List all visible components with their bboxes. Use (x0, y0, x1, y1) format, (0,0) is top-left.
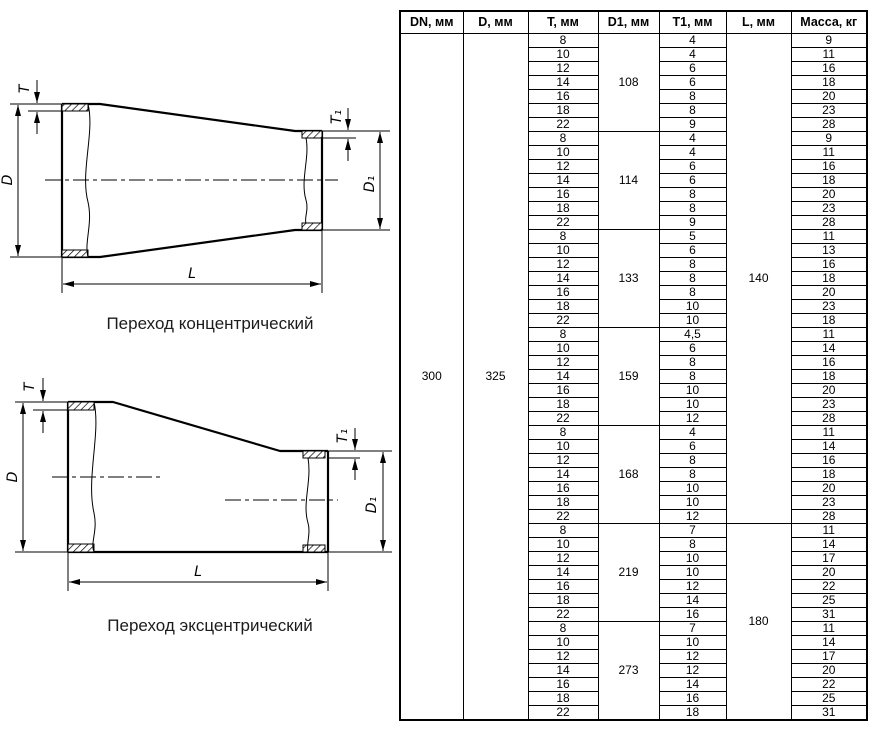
cell-mass: 16 (791, 61, 867, 75)
cell-mass: 11 (791, 47, 867, 61)
break-line (306, 458, 309, 552)
cell-t: 16 (528, 579, 598, 593)
cell-t: 10 (528, 243, 598, 257)
cell-l: 180 (726, 523, 791, 720)
cell-d1: 273 (598, 621, 659, 720)
cell-d1: 219 (598, 523, 659, 621)
cell-mass: 14 (791, 439, 867, 453)
cell-t1: 9 (659, 215, 726, 229)
wall-hatch (303, 545, 325, 552)
wall-hatch (62, 250, 88, 257)
cell-t: 22 (528, 215, 598, 229)
cell-mass: 31 (791, 705, 867, 720)
cell-t: 14 (528, 565, 598, 579)
cell-t: 16 (528, 481, 598, 495)
cell-t1: 6 (659, 243, 726, 257)
cell-t1: 14 (659, 593, 726, 607)
cell-t1: 18 (659, 705, 726, 720)
cell-t1: 8 (659, 103, 726, 117)
column-header: D, мм (463, 11, 528, 33)
cell-mass: 17 (791, 551, 867, 565)
cell-t: 8 (528, 425, 598, 439)
cell-mass: 11 (791, 145, 867, 159)
cell-t1: 6 (659, 61, 726, 75)
cell-t1: 4 (659, 145, 726, 159)
column-header: T1, мм (659, 11, 726, 33)
cell-t1: 10 (659, 383, 726, 397)
cell-t1: 6 (659, 341, 726, 355)
dim-label-l: L (194, 564, 202, 580)
cell-t: 16 (528, 677, 598, 691)
cell-t: 8 (528, 327, 598, 341)
cell-t1: 4 (659, 33, 726, 47)
cell-t: 14 (528, 369, 598, 383)
cell-t: 8 (528, 523, 598, 537)
dim-label-d: D (5, 471, 21, 483)
cell-t: 18 (528, 299, 598, 313)
wall-hatch (62, 104, 88, 111)
cell-d1: 108 (598, 33, 659, 131)
cell-t1: 4,5 (659, 327, 726, 341)
cell-mass: 28 (791, 215, 867, 229)
cell-t: 14 (528, 663, 598, 677)
cell-mass: 18 (791, 369, 867, 383)
cell-t: 22 (528, 705, 598, 720)
cell-mass: 14 (791, 537, 867, 551)
cell-t: 8 (528, 33, 598, 47)
cell-t1: 4 (659, 425, 726, 439)
cell-t1: 7 (659, 621, 726, 635)
wall-hatch (302, 131, 322, 138)
cell-t1: 8 (659, 89, 726, 103)
cell-t1: 8 (659, 271, 726, 285)
cell-t: 8 (528, 131, 598, 145)
cell-mass: 28 (791, 117, 867, 131)
cell-mass: 23 (791, 299, 867, 313)
cell-mass: 23 (791, 397, 867, 411)
cell-d1: 159 (598, 327, 659, 425)
cell-t: 18 (528, 691, 598, 705)
column-header: T, мм (528, 11, 598, 33)
cell-t1: 10 (659, 397, 726, 411)
cell-mass: 16 (791, 159, 867, 173)
cell-t: 16 (528, 89, 598, 103)
cell-mass: 20 (791, 285, 867, 299)
cell-t: 22 (528, 117, 598, 131)
concentric-reducer-drawing (0, 62, 395, 304)
cell-t1: 8 (659, 453, 726, 467)
cell-t: 12 (528, 551, 598, 565)
cell-t1: 6 (659, 75, 726, 89)
cell-mass: 28 (791, 509, 867, 523)
cell-t: 14 (528, 271, 598, 285)
cell-mass: 18 (791, 75, 867, 89)
cell-t1: 10 (659, 635, 726, 649)
cell-mass: 11 (791, 229, 867, 243)
dim-label-t1: T₁ (335, 428, 351, 444)
cell-mass: 18 (791, 271, 867, 285)
dim-label-d: D (0, 174, 16, 186)
cell-t: 22 (528, 313, 598, 327)
cell-t1: 7 (659, 523, 726, 537)
cell-t1: 8 (659, 285, 726, 299)
column-header: D1, мм (598, 11, 659, 33)
wall-hatch (68, 544, 94, 552)
spec-table (399, 10, 868, 721)
spec-table-header (400, 11, 867, 33)
cell-t1: 12 (659, 663, 726, 677)
cell-t1: 9 (659, 117, 726, 131)
cell-t1: 8 (659, 187, 726, 201)
cell-t: 12 (528, 159, 598, 173)
table-row (400, 33, 867, 47)
cell-t: 14 (528, 467, 598, 481)
cell-mass: 23 (791, 495, 867, 509)
cell-mass: 18 (791, 173, 867, 187)
cell-mass: 14 (791, 341, 867, 355)
dim-label-l: L (188, 266, 196, 282)
cell-mass: 20 (791, 565, 867, 579)
cell-t: 22 (528, 411, 598, 425)
cell-t: 16 (528, 285, 598, 299)
wall-hatch (302, 223, 322, 230)
cell-t1: 5 (659, 229, 726, 243)
cell-mass: 23 (791, 201, 867, 215)
cell-t1: 8 (659, 257, 726, 271)
column-header: DN, мм (400, 11, 463, 33)
cell-mass: 11 (791, 523, 867, 537)
cell-mass: 13 (791, 243, 867, 257)
cell-mass: 9 (791, 33, 867, 47)
cell-t1: 10 (659, 565, 726, 579)
cell-mass: 20 (791, 481, 867, 495)
cell-t: 12 (528, 61, 598, 75)
cell-mass: 16 (791, 453, 867, 467)
column-header: L, мм (726, 11, 791, 33)
eccentric-caption: Переход эксцентрический (107, 616, 313, 635)
cell-t1: 4 (659, 47, 726, 61)
header-row (400, 11, 867, 33)
wall-hatch (303, 451, 325, 458)
cell-mass: 20 (791, 89, 867, 103)
cell-t: 16 (528, 383, 598, 397)
cell-t1: 12 (659, 411, 726, 425)
cell-t: 8 (528, 621, 598, 635)
cell-t1: 10 (659, 481, 726, 495)
cell-t1: 12 (659, 579, 726, 593)
cell-t1: 4 (659, 131, 726, 145)
dim-label-d1: D₁ (362, 175, 378, 193)
cell-t: 14 (528, 173, 598, 187)
cell-mass: 11 (791, 621, 867, 635)
cell-mass: 11 (791, 425, 867, 439)
cell-l: 140 (726, 33, 791, 523)
dim-label-t: T (22, 382, 38, 392)
cell-t1: 8 (659, 537, 726, 551)
cell-dn: 300 (400, 33, 463, 720)
eccentric-body-outline (68, 402, 328, 552)
cell-mass: 16 (791, 355, 867, 369)
dim-label-d1: D₁ (364, 496, 380, 514)
spec-table-body (400, 33, 867, 720)
eccentric-reducer-drawing (0, 363, 395, 611)
cell-t: 18 (528, 103, 598, 117)
cell-t1: 16 (659, 691, 726, 705)
concentric-caption: Переход концентрический (106, 314, 314, 333)
cell-mass: 25 (791, 593, 867, 607)
cell-mass: 16 (791, 257, 867, 271)
cell-mass: 20 (791, 663, 867, 677)
cell-mass: 11 (791, 327, 867, 341)
cell-t: 18 (528, 201, 598, 215)
column-header: Масса, кг (791, 11, 867, 33)
cell-t1: 10 (659, 313, 726, 327)
cell-t: 10 (528, 145, 598, 159)
cell-mass: 31 (791, 607, 867, 621)
cell-t: 10 (528, 341, 598, 355)
cell-t1: 10 (659, 495, 726, 509)
cell-t: 16 (528, 187, 598, 201)
cell-mass: 22 (791, 677, 867, 691)
cell-mass: 20 (791, 187, 867, 201)
cell-mass: 20 (791, 383, 867, 397)
cell-t1: 6 (659, 173, 726, 187)
cell-t1: 16 (659, 607, 726, 621)
cell-t: 12 (528, 257, 598, 271)
cell-t: 22 (528, 607, 598, 621)
cell-t1: 8 (659, 369, 726, 383)
spec-table-container (399, 10, 867, 720)
cell-t: 12 (528, 355, 598, 369)
cell-mass: 14 (791, 635, 867, 649)
cell-t: 12 (528, 453, 598, 467)
cell-t1: 12 (659, 649, 726, 663)
cell-mass: 23 (791, 103, 867, 117)
cell-t1: 8 (659, 467, 726, 481)
cell-mass: 25 (791, 691, 867, 705)
cell-t: 10 (528, 439, 598, 453)
cell-t1: 12 (659, 509, 726, 523)
cell-mass: 17 (791, 649, 867, 663)
cell-mass: 9 (791, 131, 867, 145)
cell-t: 10 (528, 635, 598, 649)
cell-mass: 18 (791, 313, 867, 327)
cell-t1: 8 (659, 355, 726, 369)
cell-t: 8 (528, 229, 598, 243)
cell-t1: 8 (659, 201, 726, 215)
cell-t1: 14 (659, 677, 726, 691)
wall-hatch (68, 402, 94, 410)
cell-t: 10 (528, 537, 598, 551)
cell-t: 18 (528, 593, 598, 607)
cell-d1: 114 (598, 131, 659, 229)
cell-t1: 10 (659, 299, 726, 313)
cell-t: 10 (528, 47, 598, 61)
cell-t1: 6 (659, 159, 726, 173)
cell-t: 12 (528, 649, 598, 663)
cell-t: 22 (528, 509, 598, 523)
cell-d: 325 (463, 33, 528, 720)
dim-label-t1: T₁ (329, 109, 345, 125)
cell-mass: 22 (791, 579, 867, 593)
cell-mass: 28 (791, 411, 867, 425)
cell-d1: 133 (598, 229, 659, 327)
cell-mass: 18 (791, 467, 867, 481)
cell-t1: 6 (659, 439, 726, 453)
dim-label-t: T (17, 84, 33, 94)
cell-t: 18 (528, 397, 598, 411)
cell-t: 14 (528, 75, 598, 89)
cell-t: 18 (528, 495, 598, 509)
cell-t1: 10 (659, 551, 726, 565)
cell-d1: 168 (598, 425, 659, 523)
